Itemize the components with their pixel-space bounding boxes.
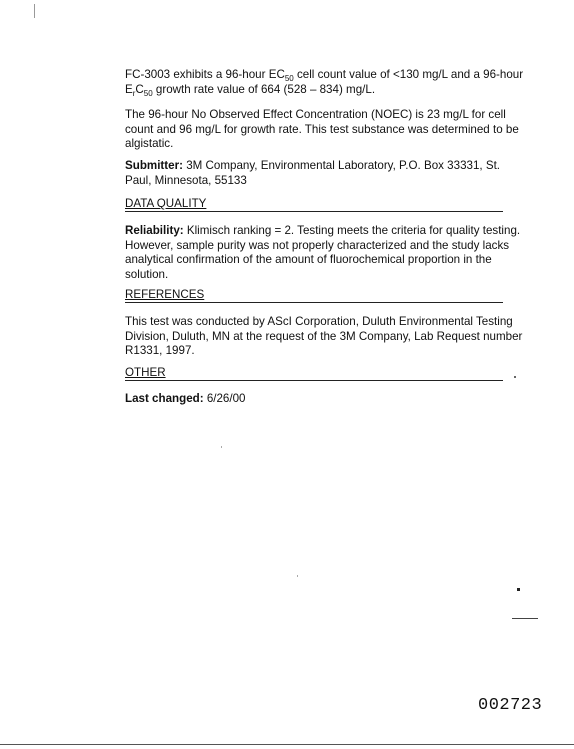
data-quality-heading: DATA QUALITY [125,197,503,212]
ec50-text-3: C [135,82,144,96]
submitter-text: 3M Company, Environmental Laboratory, P.O. Box 33331, St. Paul, Minnesota, 55133 [125,159,501,187]
ec50-subscript-2: r [132,88,136,98]
ec50-text-2: cell count value of <130 mg/L and a 96-hour E [125,68,524,96]
reliability-text: Klimisch ranking = 2. Testing meets the criteria for quality testing. However, sample purity was not properly characterized and the study lacks analytical confirmation of the amount of fluorochemical proportion in the solution. [125,224,521,281]
scan-mark [512,618,538,619]
ec50-subscript-3: 50 [143,88,153,98]
noec-paragraph: The 96-hour No Observed Effect Concentration (NOEC) is 23 mg/L for cell count and 96 mg/L for growth rate. This test substance was determined to be algistatic. [125,108,519,150]
ec50-subscript-1: 50 [284,74,294,83]
submitter-paragraph [125,159,525,188]
scan-speck [221,446,222,448]
references-heading: REFERENCES [125,288,503,303]
reliability-paragraph [125,224,525,282]
submitter-label: Submitter: [125,159,183,172]
references-paragraph: This test was conducted by AScI Corporation, Duluth Environmental Testing Division, Duluth, MN at the request of the 3M Company, Lab Request number R1331, 1997. [125,315,523,357]
other-heading: OTHER [125,366,503,381]
ec50-text-4: growth rate value of 664 (528 – 834) mg/L. [152,82,376,96]
last-changed-text: 6/26/00 [203,392,246,405]
page-number: 002723 [478,696,543,715]
scan-edge-line [0,744,574,745]
ec50-text-1: FC-3003 exhibits a 96-hour EC [125,68,285,81]
last-changed-paragraph [125,392,525,407]
reliability-label: Reliability: [125,224,184,237]
scan-speck [517,588,520,591]
last-changed-label: Last changed: [125,392,204,405]
scan-speck [514,376,516,378]
scan-speck [297,575,298,577]
ec50-paragraph [125,68,525,97]
scan-mark [34,4,35,18]
